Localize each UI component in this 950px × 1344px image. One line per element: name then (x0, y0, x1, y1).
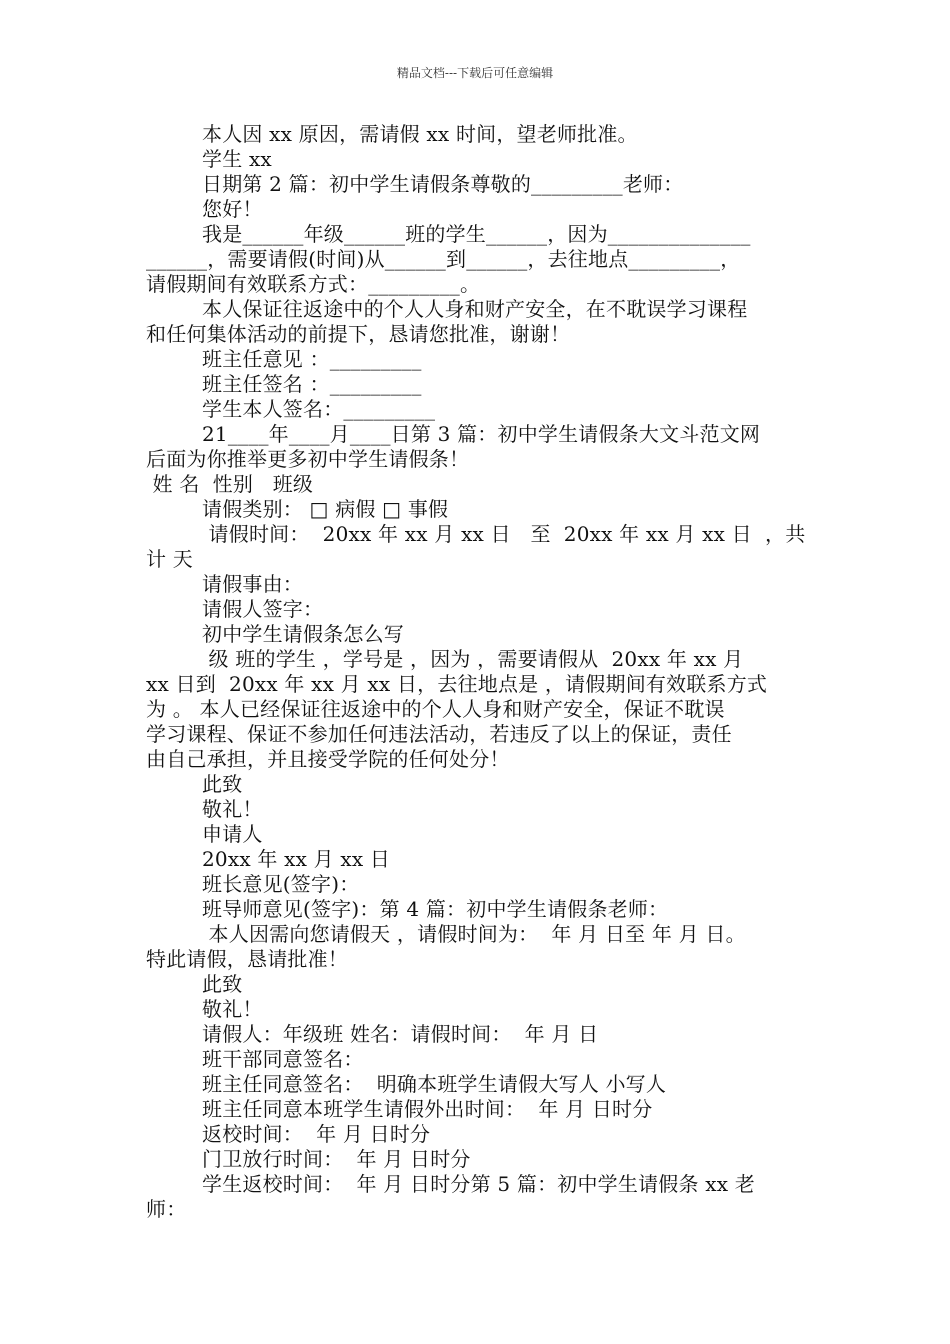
text-line: 学生本人签名：_________ (202, 397, 436, 421)
text-line: 班主任同意签名： 明确本班学生请假大写人 小写人 (202, 1072, 667, 1096)
text-line: 请假时间： 20xx 年 xx 月 xx 日 至 20xx 年 xx 月 xx 日 ，共 (202, 522, 806, 546)
text-line: 学生 xx (202, 147, 272, 171)
text-line: 请假人签字： (202, 597, 324, 621)
text-line: 本人保证往返途中的个人人身和财产安全，在不耽误学习课程 (202, 297, 748, 321)
text-line: ______，需要请假(时间)从______到______，去往地点_________， (146, 247, 741, 271)
text-line: 后面为你推举更多初中学生请假条！ (146, 447, 470, 471)
page-header: 精品文档---下载后可任意编辑 (396, 66, 554, 80)
text-line: 请假类别： □ 病假 □ 事假 (202, 497, 449, 521)
text-line: 班导师意见(签字)：第 4 篇：初中学生请假条老师： (202, 897, 669, 921)
text-line: 学生返校时间： 年 月 日时分第 5 篇：初中学生请假条 xx 老 (202, 1172, 755, 1196)
text-line: 本人因 xx 原因，需请假 xx 时间，望老师批准。 (202, 122, 638, 146)
text-line: 敬礼！ (202, 797, 263, 821)
text-line: 班干部同意签名： (202, 1047, 364, 1071)
text-line: 级 班的学生 ，学号是 ，因为 ，需要请假从 20xx 年 xx 月 (202, 647, 744, 671)
text-line: 此致 (202, 972, 243, 996)
text-line: 班长意见(签字)： (202, 872, 360, 896)
text-line: 初中学生请假条怎么写 (202, 622, 404, 646)
text-line: 门卫放行时间： 年 月 日时分 (202, 1147, 471, 1171)
text-line: 班主任同意本班学生请假外出时间： 年 月 日时分 (202, 1097, 653, 1121)
text-line: 日期第 2 篇：初中学生请假条尊敬的_________老师： (202, 172, 684, 196)
text-line: 班主任签名 ：_________ (202, 372, 422, 396)
text-line: 21____年____月____日第 3 篇：初中学生请假条大文斗范文网 (202, 422, 761, 446)
text-line: 计 天 (146, 547, 193, 571)
text-line: 返校时间： 年 月 日时分 (202, 1122, 431, 1146)
text-line: 请假期间有效联系方式：_________。 (146, 272, 481, 296)
text-line: 本人因需向您请假天 ，请假时间为： 年 月 日至 年 月 日。 (202, 922, 746, 946)
document-body (146, 122, 811, 1222)
text-line: 敬礼！ (202, 997, 263, 1021)
text-line: 姓 名 性别 班级 (146, 472, 314, 496)
text-line: 师： (146, 1197, 187, 1221)
text-line: 学习课程、保证不参加任何违法活动，若违反了以上的保证，责任 (146, 722, 732, 746)
text-line: 由自己承担，并且接受学院的任何处分！ (146, 747, 510, 771)
text-line: 您好！ (202, 197, 263, 221)
text-line: 和任何集体活动的前提下，恳请您批准，谢谢！ (146, 322, 571, 346)
text-line: 特此请假，恳请批准！ (146, 947, 348, 971)
text-line: 20xx 年 xx 月 xx 日 (202, 847, 391, 871)
text-line: 此致 (202, 772, 243, 796)
text-line: 请假事由： (202, 572, 303, 596)
text-line: 请假人：年级班 姓名：请假时间： 年 月 日 (202, 1022, 599, 1046)
text-line: 申请人 (202, 822, 263, 846)
text-line: 我是______年级______班的学生______，因为______________ (202, 222, 751, 246)
text-line: xx 日到 20xx 年 xx 月 xx 日，去往地点是 ，请假期间有效联系方式 (146, 672, 768, 696)
text-line: 班主任意见 ：_________ (202, 347, 422, 371)
text-line: 为 。 本人已经保证往返途中的个人人身和财产安全，保证不耽误 (146, 697, 725, 721)
